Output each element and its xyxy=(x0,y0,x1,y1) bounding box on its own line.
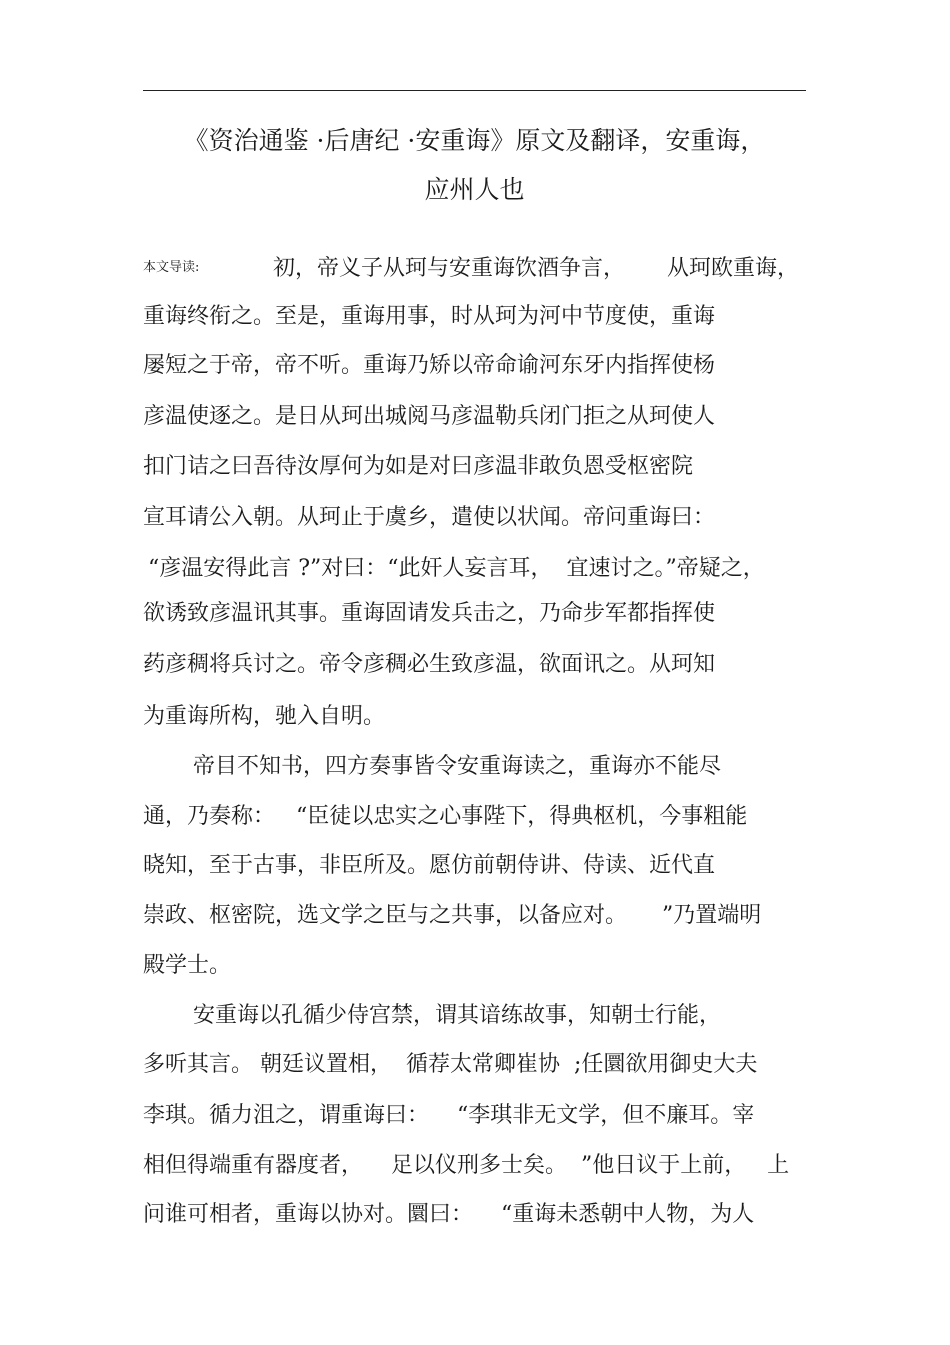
lead-label: 本文导读: xyxy=(143,260,200,275)
text-line: 扣门诘之曰吾待汝厚何为如是对曰彦温非敢负恩受枢密院 xyxy=(143,454,694,479)
top-rule xyxy=(143,90,806,91)
text-line: 殿学士。 xyxy=(143,953,232,978)
text-line: 崇政、枢密院，选文学之臣与之共事，以备应对。 ”乃置端明 xyxy=(143,903,762,928)
text-line: 屡短之于帝，帝不听。重诲乃矫以帝命谕河东牙内指挥使杨 xyxy=(143,353,716,378)
text-line: 初，帝义子从珂与安重诲饮酒争言， 从珂欧重诲， xyxy=(273,256,799,281)
text-line: 问谁可相者，重诲以协对。圜曰： “重诲未悉朝中人物，为人 xyxy=(143,1202,755,1227)
text-line: 重诲终衔之。至是，重诲用事，时从珂为河中节度使，重诲 xyxy=(143,304,716,329)
text-line: 晓知，至于古事，非臣所及。愿仿前朝侍讲、侍读、近代直 xyxy=(143,853,716,878)
text-line: 彦温使逐之。是日从珂出城阅马彦温勒兵闭门拒之从珂使人 xyxy=(143,404,716,429)
document-title-line-2: 应州人也 xyxy=(424,175,525,204)
paragraph-start-line: 安重诲以孔循少侍宫禁，谓其谙练故事，知朝士行能， xyxy=(193,1003,722,1028)
paragraph-start-line: 帝目不知书，四方奏事皆令安重诲读之，重诲亦不能尽 xyxy=(193,754,722,779)
text-line: 李琪。循力沮之，谓重诲曰： “李琪非无文学，但不廉耳。宰 xyxy=(143,1103,755,1128)
text-line: 欲诱致彦温讯其事。重诲固请发兵击之，乃命步军都指挥使 xyxy=(143,601,716,626)
document-title-line-1: 《资治通鉴 ·后唐纪 ·安重诲》原文及翻译，安重诲， xyxy=(183,126,766,155)
text-line: 相但得端重有器度者， 足以仪刑多士矣。 ”他日议于上前， 上 xyxy=(143,1153,790,1178)
text-line: “彦温安得此言 ?”对曰：“此奸人妄言耳， 宜速讨之。”帝疑之， xyxy=(148,556,765,581)
text-line: 药彦稠将兵讨之。帝令彦稠必生致彦温，欲面讯之。从珂知 xyxy=(143,652,716,677)
text-line: 为重诲所构，驰入自明。 xyxy=(143,704,386,729)
text-line: 多听其言。 朝廷议置相， 循荐太常卿崔协 ;任圜欲用御史大夫 xyxy=(143,1052,758,1077)
text-line: 宣耳请公入朝。从珂止于虞乡，遣使以状闻。帝问重诲曰： xyxy=(143,505,716,530)
text-line: 通，乃奏称： “臣徒以忠实之心事陛下，得典枢机，今事粗能 xyxy=(143,804,748,829)
